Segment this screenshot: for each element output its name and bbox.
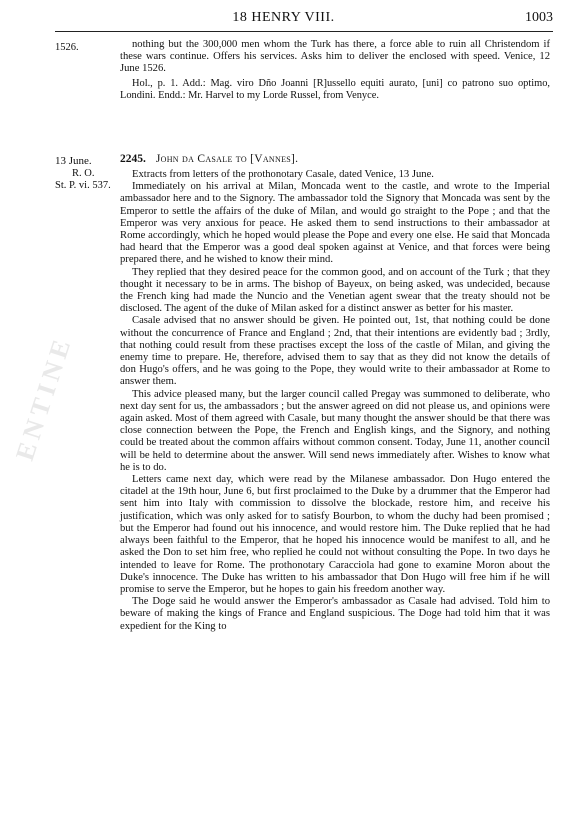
continuation-block	[120, 39, 550, 102]
body-paragraph: They replied that they desired peace for the common good, and on account of the Turk ; that they thought it necessary to be in arms. The bishop of Bayeux, on being asked, was undecided, because the French king had made the Nuncio and the Venetian agent swear that the treaty should not be disclosed. The agent of the duke of Milan asked for a distinct answer as better for his master.	[120, 266, 550, 315]
running-header	[0, 10, 567, 28]
library-watermark: ENTINE	[10, 331, 78, 464]
body-paragraph: Casale advised that no answer should be given. He pointed out, 1st, that nothing could be done without the concurrence of France and England ; 2nd, that their intentions are evidently bad ; 3rdly, that nothing could result from these practises except the loss of the castle of Milan, and giving the enemy time to prepare. He, therefore, advised them to say that as they did not know the details of don Hugo's offers, and he was going to the Pope, they would write to their ambassador at Rome to answer them.	[120, 315, 550, 388]
body-paragraph: Extracts from letters of the prothonotary Casale, dated Venice, 13 June.	[132, 169, 434, 180]
entry-source-ref: St. P. vi. 537.	[55, 180, 111, 191]
entry-heading	[120, 153, 298, 165]
page-number: 1003	[525, 10, 553, 25]
reference-paragraph: Hol., p. 1. Add.: Mag. viro Dño Joanni [R]ussello equiti aurato, [uni] co patrono suo optimo, Londini. Endd.: Mr. Harvel to my Lorde Russel, from Venyce.	[120, 77, 550, 101]
body-paragraph: This advice pleased many, but the larger council called Pregay was summoned to deliberate, who next day sent for us, the ambassadors ; but the answer agreed on did not please us, and opinions were again asked. Most of them agreed with Casale, but many thought the answer should be that there was close connection between the Pope, the French and English kings, and the Signory, and nothing could be treated about the common affairs without common consent. Today, June 11, another council will be held to determine about the answer. Will send news immediately after. Wishes to know what he is to do.	[120, 388, 550, 473]
running-title: 18 HENRY VIII.	[232, 10, 335, 25]
entry-date: 13 June.	[55, 155, 92, 167]
continuation-paragraph: nothing but the 300,000 men whom the Turk has there, a force able to ruin all Christendom if these wars continue. Offers his services. Asks him to deliver the enclosed with speed. Venice, 12 June 1526.	[120, 39, 550, 75]
entry-source: R. O.	[72, 168, 95, 179]
header-rule	[55, 31, 553, 32]
entry-number: 2245.	[120, 153, 146, 165]
body-paragraph: The Doge said he would answer the Emperor's ambassador as Casale had advised. Told him to beware of making the kings of France and England suspicious. The Doge had told him that it was expedient for the King to	[120, 596, 550, 632]
entry-title: John da Casale to [Vannes].	[155, 153, 299, 165]
entry-body	[120, 169, 550, 633]
margin-year: 1526.	[55, 42, 79, 53]
body-paragraph: Immediately on his arrival at Milan, Moncada went to the castle, and wrote to the Imperial ambassador here and to the Signory. The ambassador told the Signory that Moncada was sent by the Emperor to settle the affairs of the duke of Milan, and would go straight to the Pope ; and that the Emperor was very anxious for peace. He asked them to send instructions to their ambassador at Rome accordingly, which he hoped would please the Pope and every one else. He said that Moncada had heard that the Emperor was a good deal spoken against at Venice, and that forces were being prepared there, and he wished to know their mind.	[120, 181, 550, 266]
body-paragraph: Letters came next day, which were read by the Milanese ambassador. Don Hugo entered the citadel at the 19th hour, June 6, but first proclaimed to the Duke by a drummer that the Emperor had sent him into Italy with commission to dissolve the blockade, restore him, and receive his justification, which was only asked for to satisfy Bourbon, to whom the duchy had been promised ; but the Emperor had found out his innocence, and would restore him. The Duke replied that he had always been faithful to the Emperor, that he hoped his innocence would be manifest to all, and he asked the Don to set him free, who replied he could not without consulting the Pope. In two days he intended to leave for Rome. The prothonotary Caracciola had gone to examine Moron about the Duke's innocence. The Duke has written to his ambassador that Don Hugo will free him if he will promise to serve the Emperor, but he hopes to gain his freedom another way.	[120, 474, 550, 595]
